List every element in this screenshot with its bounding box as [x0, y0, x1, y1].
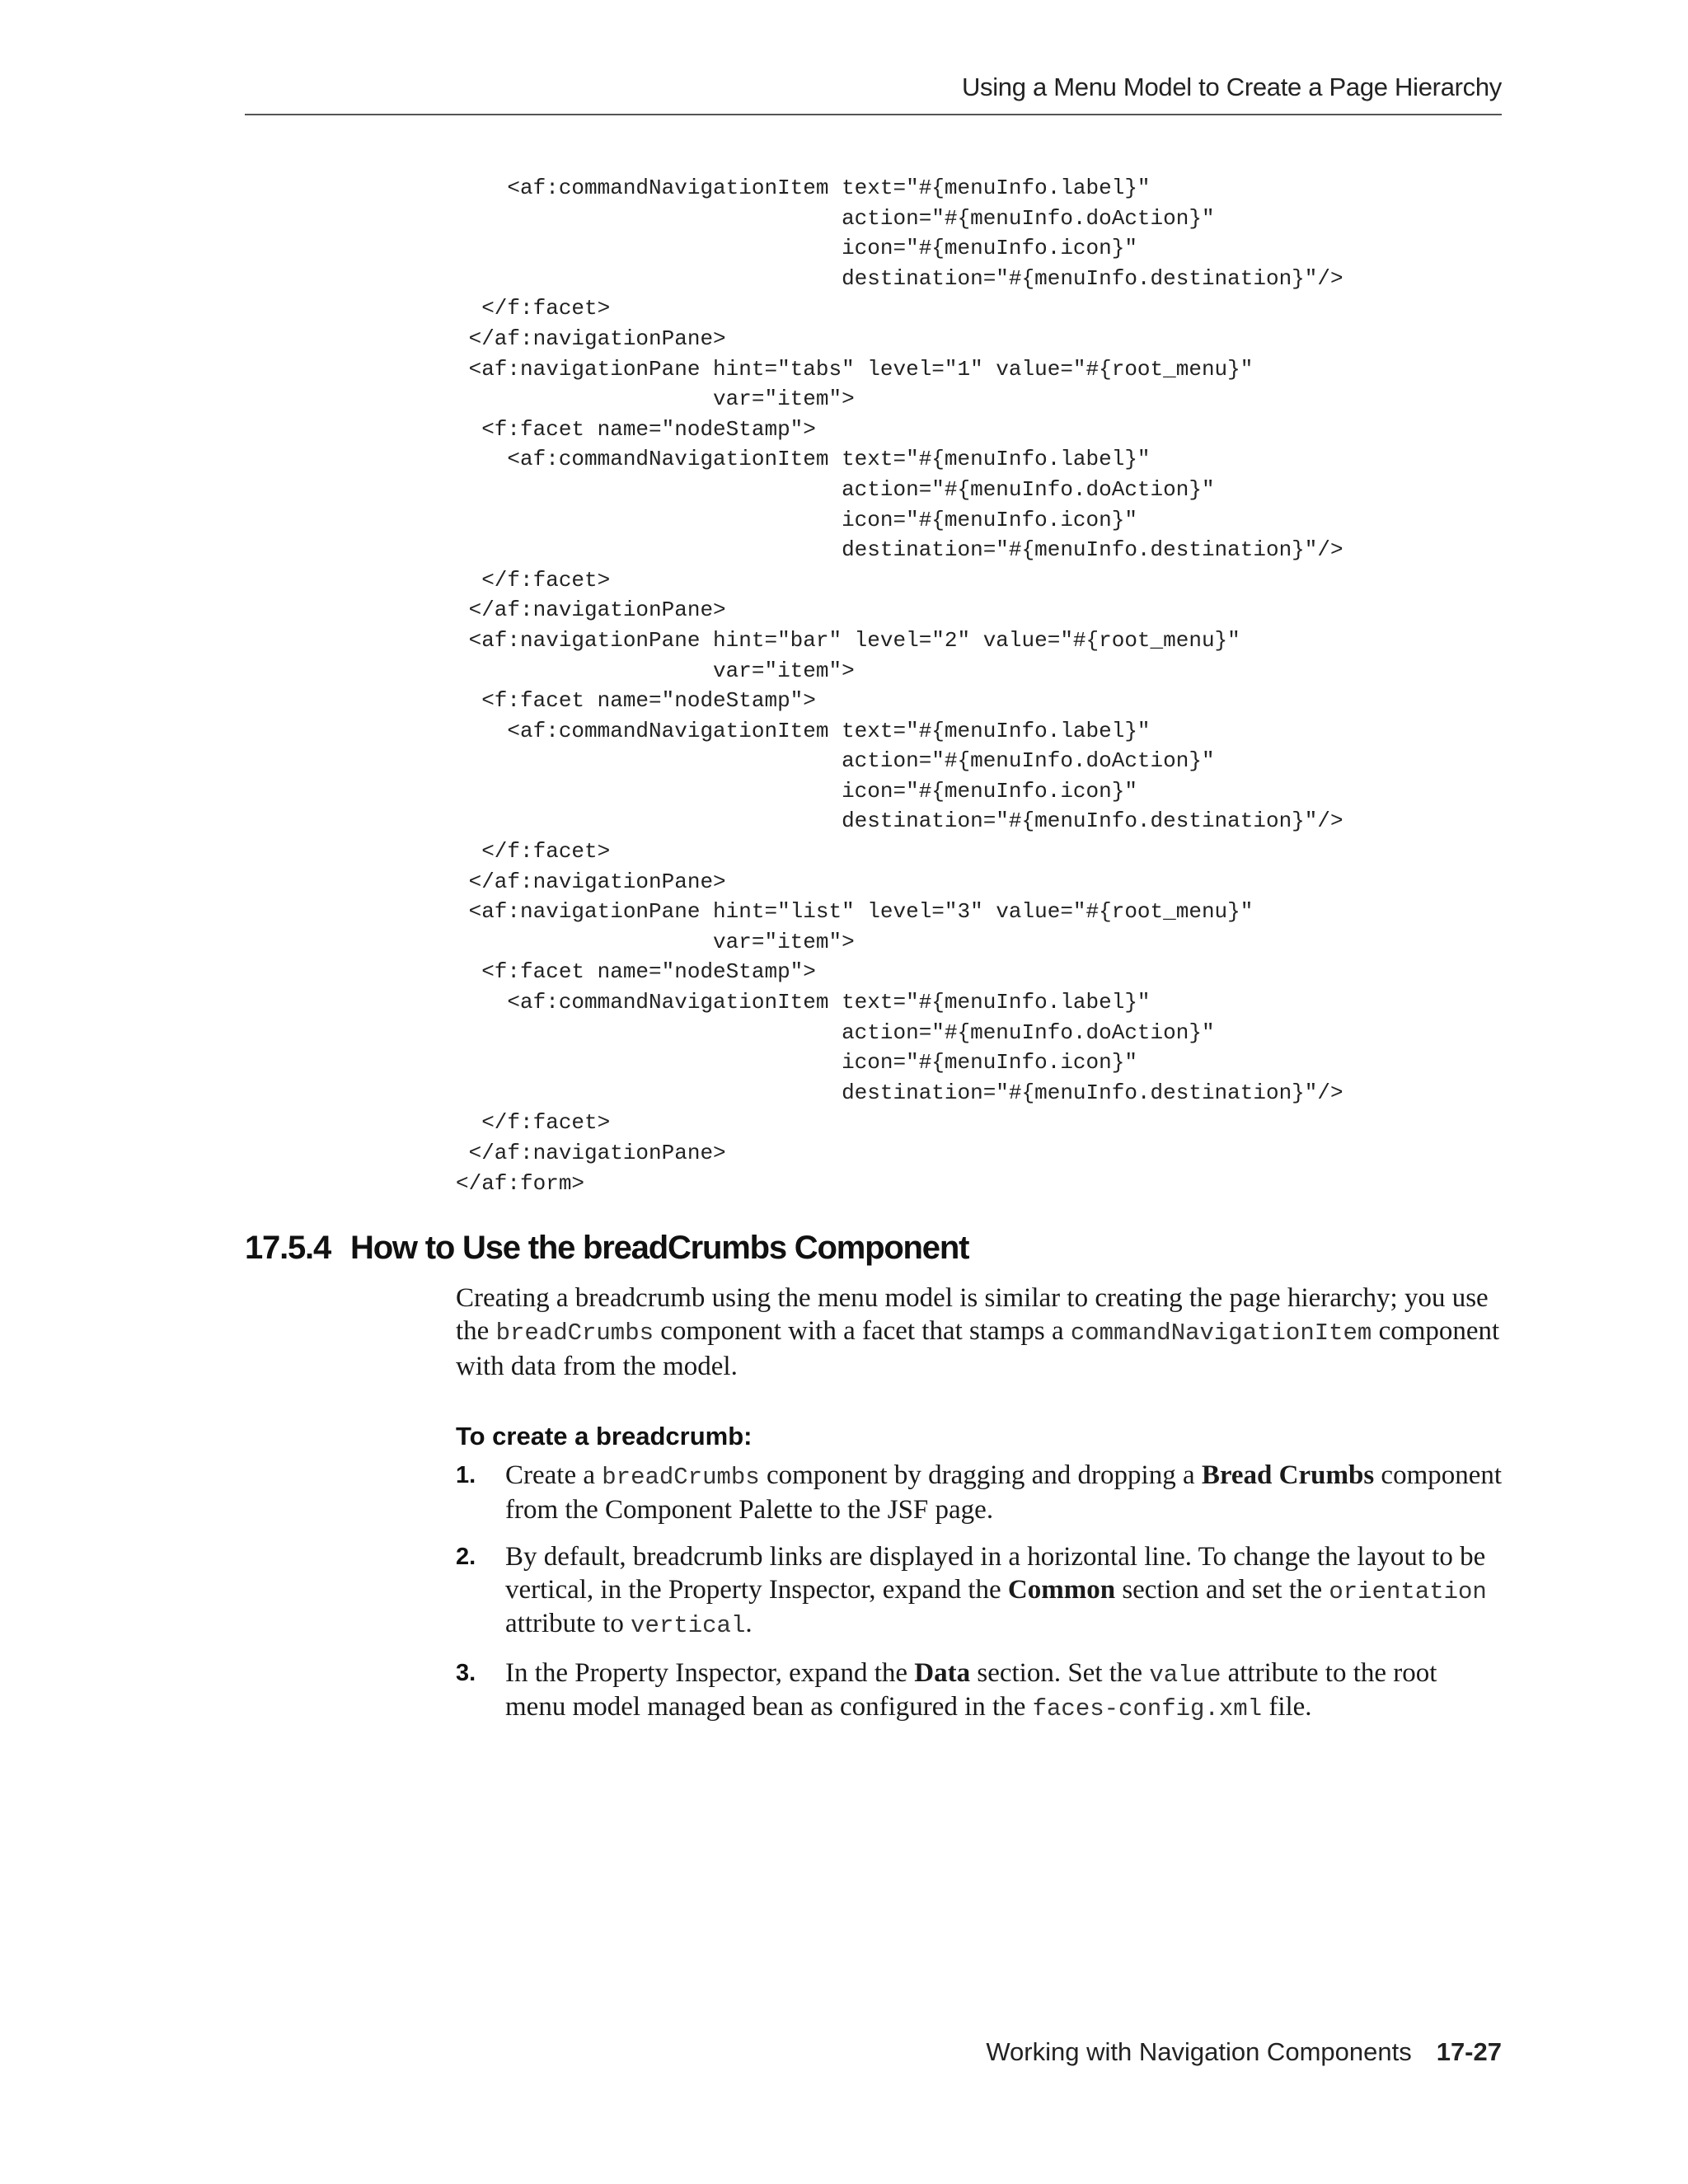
code-line: action="#{menuInfo.doAction}" — [456, 205, 1215, 231]
header-rule — [245, 114, 1502, 115]
code-line: </f:facet> — [456, 296, 611, 321]
step-number: 3. — [456, 1659, 476, 1686]
step-code: breadCrumbs — [602, 1464, 760, 1491]
code-line: destination="#{menuInfo.destination}"/> — [456, 537, 1343, 563]
code-line: <f:facet name="nodeStamp"> — [456, 959, 816, 985]
step-number: 1. — [456, 1462, 476, 1488]
code-line: action="#{menuInfo.doAction}" — [456, 1019, 1215, 1045]
step-text: attribute to the root menu model managed bean as configured in the — [505, 1657, 1437, 1722]
code-line: icon="#{menuInfo.icon}" — [456, 507, 1137, 532]
code-line: destination="#{menuInfo.destination}"/> — [456, 1080, 1343, 1105]
step-number: 2. — [456, 1544, 476, 1570]
code-line: </f:facet> — [456, 567, 611, 593]
code-line: var="item"> — [456, 658, 855, 683]
step-text: component by dragging and dropping a — [759, 1460, 1202, 1490]
step-text: . — [745, 1609, 753, 1638]
page-number: 17-27 — [1436, 2037, 1502, 2066]
step-ui-label: Bread Crumbs — [1201, 1460, 1375, 1490]
section-heading — [245, 1230, 968, 1267]
step-text: Create a — [505, 1460, 603, 1490]
code-example — [456, 173, 1343, 1198]
step-code: faces-config.xml — [1032, 1695, 1263, 1722]
intro-text-2: component with a facet that stamps a — [654, 1316, 1071, 1346]
step-code: orientation — [1329, 1577, 1487, 1605]
running-header: Using a Menu Model to Create a Page Hierarchy — [961, 73, 1502, 101]
step-text: component from the Component Palette to the JSF page. — [505, 1460, 1503, 1525]
code-line: </af:navigationPane> — [456, 326, 726, 351]
code-line: action="#{menuInfo.doAction}" — [456, 476, 1215, 502]
code-line: </af:navigationPane> — [456, 598, 726, 623]
code-line: destination="#{menuInfo.destination}"/> — [456, 265, 1343, 291]
code-line: <af:commandNavigationItem text="#{menuInfo.label}" — [456, 990, 1151, 1015]
intro-text-3: component with data from the model. — [456, 1316, 1500, 1381]
step-text: In the Property Inspector, expand the — [505, 1657, 915, 1688]
step-code: value — [1149, 1661, 1221, 1689]
code-line: icon="#{menuInfo.icon}" — [456, 236, 1137, 261]
step-ui-label: Data — [914, 1657, 971, 1688]
step-2 — [456, 1541, 1503, 1643]
step-code: vertical — [631, 1612, 746, 1639]
code-line: <f:facet name="nodeStamp"> — [456, 688, 816, 714]
step-1 — [456, 1460, 1503, 1526]
code-line: icon="#{menuInfo.icon}" — [456, 778, 1137, 804]
code-line: <af:commandNavigationItem text="#{menuInfo.label}" — [456, 718, 1151, 743]
code-line: var="item"> — [456, 387, 855, 412]
step-ui-label: Common — [1007, 1574, 1116, 1605]
step-text: attribute to — [505, 1609, 631, 1638]
section-number: 17.5.4 — [245, 1230, 331, 1266]
code-line: <af:navigationPane hint="bar" level="2" value="#{root_menu}" — [456, 627, 1240, 653]
code-line: <af:commandNavigationItem text="#{menuInfo.label}" — [456, 176, 1151, 200]
step-text: By default, breadcrumb links are displayed in a horizontal line. To change the layout to be vertical, in the Property Inspector, expand the — [505, 1542, 1486, 1605]
intro-code-breadcrumbs: breadCrumbs — [495, 1319, 654, 1347]
code-line: </af:form> — [456, 1170, 585, 1196]
step-3 — [456, 1657, 1503, 1726]
step-text: file. — [1262, 1692, 1312, 1722]
step-text: section. Set the — [970, 1657, 1150, 1688]
procedure-title: To create a breadcrumb: — [456, 1422, 753, 1451]
code-line: </af:navigationPane> — [456, 869, 726, 894]
code-line: icon="#{menuInfo.icon}" — [456, 1050, 1137, 1076]
code-line: destination="#{menuInfo.destination}"/> — [456, 808, 1343, 834]
code-line: <af:navigationPane hint="tabs" level="1" value="#{root_menu}" — [456, 356, 1254, 382]
intro-text-1: Creating a breadcrumb using the menu model is similar to creating the page hierarchy; you use the — [456, 1283, 1489, 1346]
code-line: </af:navigationPane> — [456, 1141, 726, 1165]
code-line: </f:facet> — [456, 1110, 611, 1136]
page-footer — [986, 2037, 1502, 2067]
intro-paragraph — [456, 1282, 1503, 1383]
intro-code-commandnavigationitem: commandNavigationItem — [1070, 1319, 1372, 1347]
step-text: section and set the — [1115, 1574, 1329, 1605]
code-line: <f:facet name="nodeStamp"> — [456, 416, 816, 442]
code-line: var="item"> — [456, 929, 855, 954]
code-line: </f:facet> — [456, 839, 611, 865]
code-line: <af:navigationPane hint="list" level="3" value="#{root_menu}" — [456, 899, 1254, 925]
procedure-steps — [456, 1460, 1503, 1741]
section-title: How to Use the breadCrumbs Component — [350, 1230, 969, 1266]
footer-chapter-title: Working with Navigation Components — [986, 2037, 1412, 2066]
code-line: action="#{menuInfo.doAction}" — [456, 748, 1215, 774]
code-line: <af:commandNavigationItem text="#{menuInfo.label}" — [456, 447, 1151, 472]
